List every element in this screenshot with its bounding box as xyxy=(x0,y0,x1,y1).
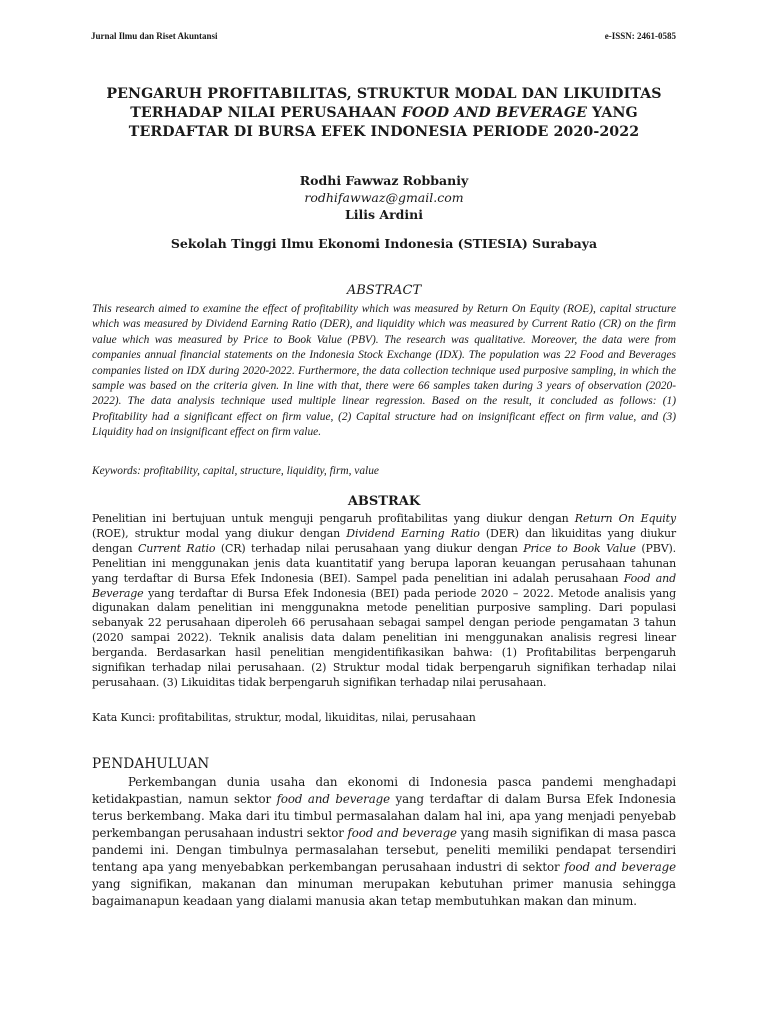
issn: e-ISSN: 2461-0585 xyxy=(604,31,676,41)
intro-text: yang masih signifikan di masa pasca pandemi ini. Dengan timbulnya permasalahan tersebut, peneliti memiliki pendapat tersendiri tentang apa yang menyebabkan perkembangan perusahaan industri di sektor xyxy=(92,826,676,874)
intro-text: yang terdaftar di dalam Bursa Efek Indonesia terus berkembang. Maka dari itu timbul permasalahan dalam hal ini, apa yang menjadi penyebab perkembangan perusahaan industri sektor xyxy=(92,792,676,840)
abstrak-text: (ROE), struktur modal yang diukur dengan xyxy=(92,526,347,540)
intro-paragraph xyxy=(92,774,676,910)
abstract-heading: ABSTRACT xyxy=(346,283,422,298)
abstrak-italic: Return On Equity xyxy=(574,512,676,525)
author-2: Lilis Ardini xyxy=(344,207,424,222)
intro-text: Perkembangan dunia usaha dan ekonomi di Indonesia pasca pandemi menghadapi ketidakpastian, namun sektor xyxy=(92,775,676,806)
paper-title xyxy=(80,85,688,142)
abstrak-body xyxy=(92,512,676,691)
title-part-1: PENGARUH PROFITABILITAS, STRUKTUR MODAL DAN LIKUIDITAS TERHADAP NILAI PERUSAHAAN xyxy=(106,86,662,121)
abstract-keywords: Keywords: profitability, capital, structure, liquidity, firm, value xyxy=(92,465,379,477)
author-block xyxy=(0,172,768,223)
abstrak-text: (DER) dan likuiditas yang diukur dengan xyxy=(92,526,676,555)
intro-italic: food and beverage xyxy=(276,792,390,806)
intro-text: yang signifikan, makanan dan minuman merupakan kebutuhan primer manusia sehingga bagaimanapun keadaan yang dialami manusia akan tetap membutuhkan makan dan minum. xyxy=(92,877,676,908)
abstrak-text: Penelitian ini bertujuan untuk menguji pengaruh profitabilitas yang diukur dengan xyxy=(92,512,575,525)
title-italic: FOOD AND BEVERAGE xyxy=(401,105,588,121)
abstrak-italic: Food and Beverage xyxy=(92,571,676,600)
abstract-body: This research aimed to examine the effect of profitability which was measured by Return On Equity (ROE), capital structure which was measured by Dividend Earning Ratio (DER), and liquidity which was measured by Current Ratio (CR) on the firm value which was measured by Price to Book Value (PBV). The research was qualitative. Moreover, the data were from companies annual financial statements on the Indonesia Stock Exchange (IDX). The population was 22 Food and Beverages companies listed on IDX during 2020-2022. Furthermore, the data collection technique used purposive sampling, in which the sample was based on the criteria given. In line with that, there were 66 samples taken during 3 years of observation (2020-2022). The data analysis technique used multiple linear regression. Based on the result, it concluded as follows: (1) Profitability had a significant effect on firm value, (2) Capital structure had on insignificant effect on firm value, and (3) Liquidity had on insignificant effect on firm value. xyxy=(92,303,676,439)
abstrak-italic: Dividend Earning Ratio xyxy=(346,526,480,540)
section-heading-pendahuluan: PENDAHULUAN xyxy=(92,756,210,772)
abstrak-text: yang terdaftar di Bursa Efek Indonesia (BEI) pada periode 2020 – 2022. Metode analisis yang digunakan dalam penelitian ini menggunakna metode penelitian purposive sampling. Dari populasi sebanyak 22 perusahaan diperoleh 66 perusahaan sebagai sampel dengan periode pengamatan 3 tahun (2020 sampai 2022). Teknik analisis data dalam penelitian ini menggunakan analisis regresi linear berganda. Berdasarkan hasil penelitian mengidentifikasikan bahwa: (1) Profitabilitas berpengaruh signifikan terhadap nilai perusahaan. (2) Struktur modal tidak berpengaruh signifikan terhadap nilai perusahaan. (3) Likuiditas tidak berpengaruh signifikan terhadap nilai perusahaan. xyxy=(92,586,676,689)
abstrak-keywords: Kata Kunci: profitabilitas, struktur, modal, likuiditas, nilai, perusahaan xyxy=(92,711,476,724)
author-1: Rodhi Fawwaz Robbaniy xyxy=(299,173,469,188)
abstrak-heading: ABSTRAK xyxy=(347,494,421,509)
running-header xyxy=(91,31,676,41)
abstrak-italic: Price to Book Value xyxy=(523,541,636,555)
title-part-2: YANG TERDAFTAR DI BURSA EFEK INDONESIA PERIODE 2020-2022 xyxy=(128,105,640,140)
abstrak-italic: Current Ratio xyxy=(137,541,216,555)
journal-name: Jurnal Ilmu dan Riset Akuntansi xyxy=(91,31,218,41)
author-email[interactable]: rodhifawwaz@gmail.com xyxy=(304,190,464,205)
intro-italic: food and beverage xyxy=(347,826,457,840)
abstrak-text: (PBV). Penelitian ini menggunakan jenis data kuantitatif yang berupa laporan keuangan perusahaan tahunan yang terdaftar di Bursa Efek Indonesia (BEI). Sampel pada penelitian ini adalah perusahaan xyxy=(92,541,676,585)
affiliation: Sekolah Tinggi Ilmu Ekonomi Indonesia (STIESIA) Surabaya xyxy=(170,236,598,251)
abstrak-text: (CR) terhadap nilai perusahaan yang diukur dengan xyxy=(215,541,524,555)
intro-italic: food and beverage xyxy=(564,860,676,874)
